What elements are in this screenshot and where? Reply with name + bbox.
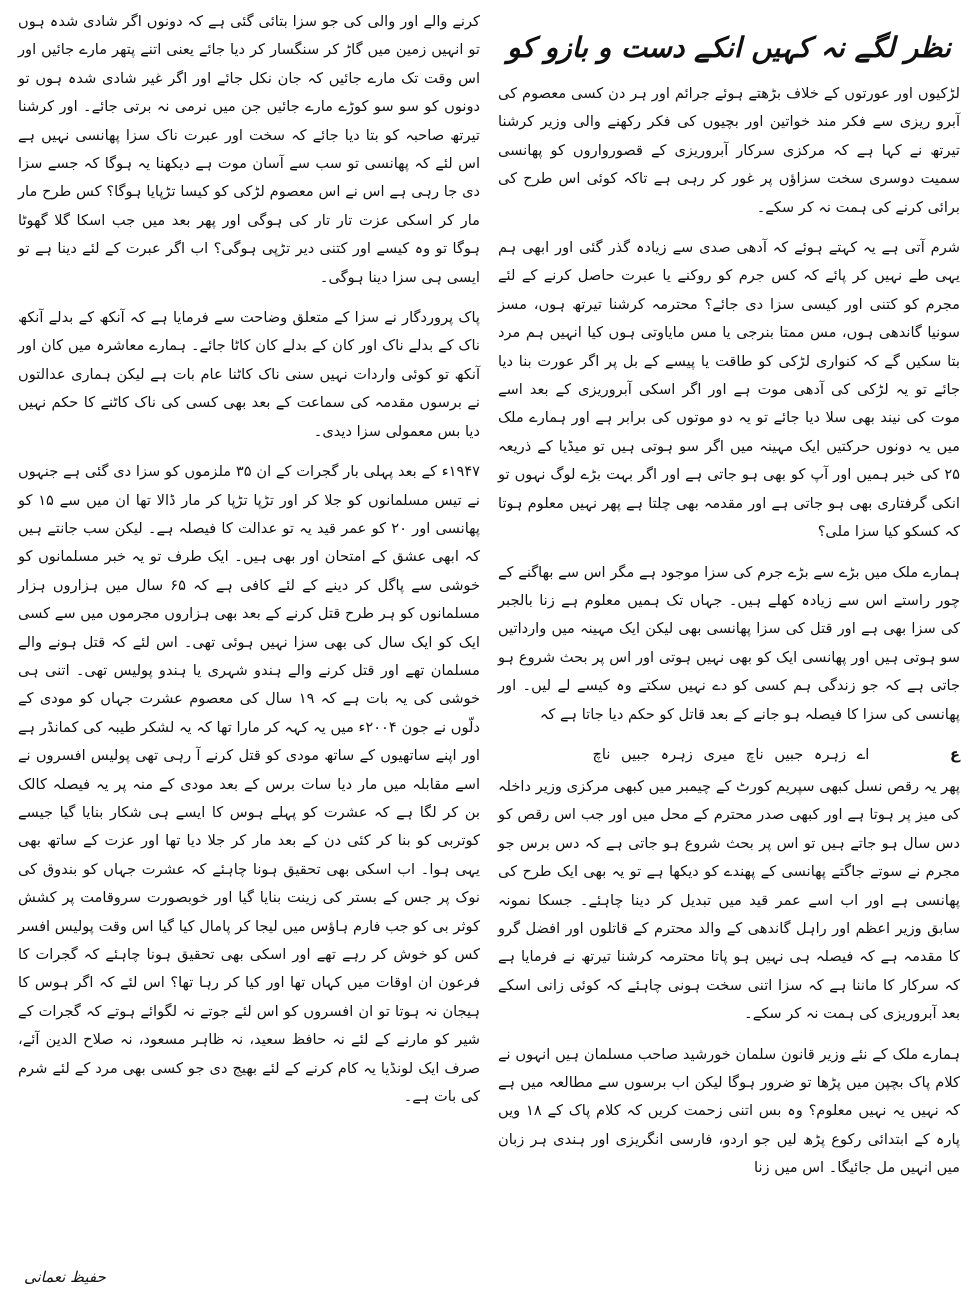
paragraph: ۱۹۴۷ء کے بعد پہلی بار گجرات کے ان ۳۵ ملزموں کو سزا دی گئی ہے جنہوں نے تیس مسلمانوں کو جلا کر اور تڑپا تڑپا کر مار ڈالا تھا ان میں سے ۱۵ کو پھانسی اور ۲۰ کو عمر قید یہ تو عدالت کا فیصلہ ہے۔ لیکن سب جانتے ہیں کہ ابھی عشق کے امتحان اور بھی ہیں۔ ایک طرف تو یہ خبر مسلمانوں کو خوشی سے پاگل کر دینے کے لئے کافی ہے کہ ۶۵ سال میں ہزاروں ہزار مسلمانوں کو ہر طرح قتل کرنے کے بعد بھی ہزاروں مجرموں میں سے کسی ایک کو ایک سال کی بھی سزا نہیں ہوئی تھی۔ اس لئے کہ قتل ہونے والے مسلمان تھے اور قتل کرنے والے ہندو شہری یا ہندو پولیس تھی۔ اتنی ہی خوشی کی یہ بات ہے کہ ۱۹ سال کی معصوم عشرت جہاں کو مودی کے دلّوں نے جون ۲۰۰۴ء میں یہ کہہ کر مارا تھا کہ یہ لشکر طیبہ کی کمانڈر ہے اور اپنے ساتھیوں کے ساتھ مودی کو قتل کرنے آ رہی تھی پولیس افسروں نے اسے مقابلہ میں مار دیا سات برس کے بعد مودی کے منہ پر یہ فیصلہ کالک بن کر لگا ہے کہ عشرت کو پہلے ہوس کا ایسے ہی شکار بنایا گیا جیسے کوتربی کو بنا کر کئی دن کے بعد مار کر جلا دیا تھا اور عزت کے ساتھ بھی یہی ہوا۔ اب اسکی بھی تحقیق ہونا چاہئے کہ عشرت جہاں کو بندوق کی نوک پر جس کے بستر کی زینت بنایا گیا اور خوبصورت سروقامت پر کشش کوثر بی کو جب فارم ہاؤس میں لیجا کر پامال کیا گیا اس وقت پولیس افسر کس کو خوش کر رہے تھے اور اسکی بھی تحقیق ہونا چاہئے کہ گجرات کا فرعون ان اوقات میں کہاں تھا اور کیا کر رہا تھا؟ اس لئے کہ اگر ہوس کا ہیجان نہ ہوتا تو ان افسروں کو اس لئے جوتے نہ لگوائے ہوتے کہ گجرات کے شیر کو مارنے کے لئے نہ حافظ سعید، نہ ظاہر مسعود، نہ صلاح الدین آئے، صرف ایک لونڈیا یہ کام کرنے کے لئے بھیج دی جو کسی بھی مرد کے لئے شرم کی بات ہے۔ (18, 463, 481, 1106)
verse-line (498, 741, 960, 769)
paragraph: ہمارے ملک کے نئے وزیر قانون سلمان خورشید صاحب مسلمان ہیں انہوں نے کلام پاک بچپن میں پڑھا تو ضرور ہوگا لیکن اب برسوں سے مطالعہ میں ہے کہ نہیں یہ نہیں معلوم؟ وہ بس اتنی زحمت کریں کہ کلام پاک کے ۱۸ ویں پارہ کے ابتدائی رکوع پڑھ لیں جو اردو، فارسی انگریزی اور ہندی ہر زبان میں انہیں مل جائیگا۔ اس میں زنا (498, 1045, 960, 1177)
paragraph: شرم آتی ہے یہ کہتے ہوئے کہ آدھی صدی سے زیادہ گذر گئی اور ابھی ہم یہی طے نہیں کر پائے کہ کس جرم کو روکنے یا عبرت حاصل کرنے کے لئے مجرم کو کتنی اور کیسی سزا دی جائے؟ محترمہ کرشنا تیرتھ ہوں، مسز سونیا گاندھی ہوں، مس ممتا بنرجی یا مس مایاوتی ہوں کیا انہیں ہم مرد بتا سکیں گے کہ کنواری لڑکی کو طاقت یا پیسے کے بل پر اگر عورت بنا دیا جائے تو یہ لڑکی کی آدھی موت ہے اور اگر اسکی آبروریزی کے بعد اسے موت کی نیند بھی سلا دیا جائے تو یہ دو موتوں کی برابر ہے اور ہمارے ملک میں یہ دونوں حرکتیں ایک مہینہ میں اگر سو ہوتی ہیں تو میڈیا کے ذریعہ ۲۵ کی خبر ہمیں اور آپ کو بھی ہو جاتی ہے اور اگر بہت بڑے لوگ نہوں تو انکی گرفتاری بھی ہو جاتی ہے اور مقدمہ بھی چلتا ہے پھر نہیں معلوم ہوتا کہ کسکو کیا سزا ملی؟ (498, 239, 960, 541)
paragraph: لڑکیوں اور عورتوں کے خلاف بڑھتے ہوئے جرائم اور ہر دن کسی معصوم کی آبرو ریزی سے فکر مند خواتین اور بچیوں کی فکر رکھنے والی وزیر کرشنا تیرتھ نے کہا ہے کہ مرکزی سرکار آبروریزی کے قصورواروں کو پھانسی سمیت دوسری سخت سزاؤں پر غور کر رہی ہے تاکہ کوئی اس طرح کی برائی کرنے کی ہمت نہ کر سکے۔ (498, 85, 960, 216)
verse-text: اے زہرہ جبیں ناچ میری زہرہ جبیں ناچ (592, 745, 870, 763)
article-title: نظر لگے نہ کہیں انکے دست و بازو کو (507, 31, 951, 64)
paragraph: پھر یہ رقص نسل کبھی سپریم کورٹ کے چیمبر میں کبھی مرکزی وزیر داخلہ کی میز پر ہوتا ہے اور کبھی صدر محترم کے محل میں اور جب اس رقص کو دس سال ہو جاتے ہیں تو اس پر بحث شروع ہو جاتی ہے کہ دس برس جو مجرم نے سوتے جاگتے پھانسی کے پھندے کو دیکھا ہے تو یہ بھی ایک طرح کی پھانسی ہے اور اب اسے عمر قید میں تبدیل کر دینا چاہئے۔ جسکا نمونہ سابق وزیر اعظم اور راہل گاندھی کے والد محترم کے قاتلوں اور افضل گرو کا مقدمہ ہے کہ فیصلہ ہی نہیں ہو پاتا محترمہ کرشنا تیرتھ نے فرمایا ہے کہ سرکار کا ماننا ہے کہ سزا اتنی سخت ہونی چاہئے کہ کوئی زانی اسکے بعد آبروریزی کی ہمت نہ کر سکے۔ (498, 777, 960, 1023)
paragraph: کرنے والے اور والی کی جو سزا بتائی گئی ہے کہ دونوں اگر شادی شدہ ہوں تو انہیں زمین میں گاڑ کر سنگسار کر دیا جائے یعنی اتنے پتھر مارے جائیں اور اس وقت تک مارے جائیں کہ جان نکل جائے اور اگر غیر شادی شدہ ہوں تو دونوں کو سو سو کوڑے مارے جائیں جن میں نرمی نہ برتی جائے۔ اور کرشنا تیرتھ صاحبہ کو بتا دیا جائے کہ سخت اور عبرت ناک سزا پھانسی نہیں ہے اس لئے کہ پھانسی تو سب سے آسان موت ہے دیکھنا یہ ہوگا کہ جسے سزا دی جا رہی ہے اس نے اس معصوم لڑکی کو کیسا تڑپایا ہوگا؟ کس طرح مار مار کر اسکی عزت تار تار کی ہوگی اور پھر بعد میں جب اسکا گلا گھوٹا ہوگا تو وہ کیسے اور کتنی دیر تڑپی ہوگی؟ اب اگر عبرت کے لئے دینا ہے تو ایسی ہی سزا دینا ہوگی۔ (18, 13, 480, 286)
verse-mark: ع (950, 745, 960, 763)
author-signature: حفیظ نعمانی (24, 1268, 106, 1286)
paragraph: پاک پروردگار نے سزا کے متعلق وضاحت سے فرمایا ہے کہ آنکھ کے بدلے آنکھ ناک کے بدلے ناک اور کان کے بدلے کان کاٹا جائے۔ ہمارے معاشرہ میں کان اور آنکھ تو کوئی واردات نہیں سنی ناک کاٹنا عام بات ہے لیکن ہماری عدالتوں نے برسوں مقدمہ کی سماعت کے بعد بھی کسی کی ناک کاٹنے کا حکم نہیں دیا بس معمولی سزا دیدی۔ (18, 309, 480, 440)
paragraph: ہمارے ملک میں بڑے سے بڑے جرم کی سزا موجود ہے مگر اس سے بھاگنے کے چور راستے اس سے زیادہ کھلے ہیں۔ جہاں تک ہمیں معلوم ہے زنا بالجبر کی سزا بھی ہے اور قتل کی سزا پھانسی بھی لیکن ایک مہینہ میں وارداتیں سو ہوتی ہیں اور پھانسی ایک کو بھی نہیں ہوتی اور اس پر بحث شروع ہو جاتی ہے کہ جو زندگی ہم کسی کو دے نہیں سکتے وہ کیسے لے لیں۔ اور پھانسی کی سزا کا فیصلہ ہو جانے کے بعد قاتل کو حکم دیا جاتا ہے کہ (498, 563, 960, 723)
right-column (498, 30, 960, 1195)
left-column (18, 8, 480, 1123)
